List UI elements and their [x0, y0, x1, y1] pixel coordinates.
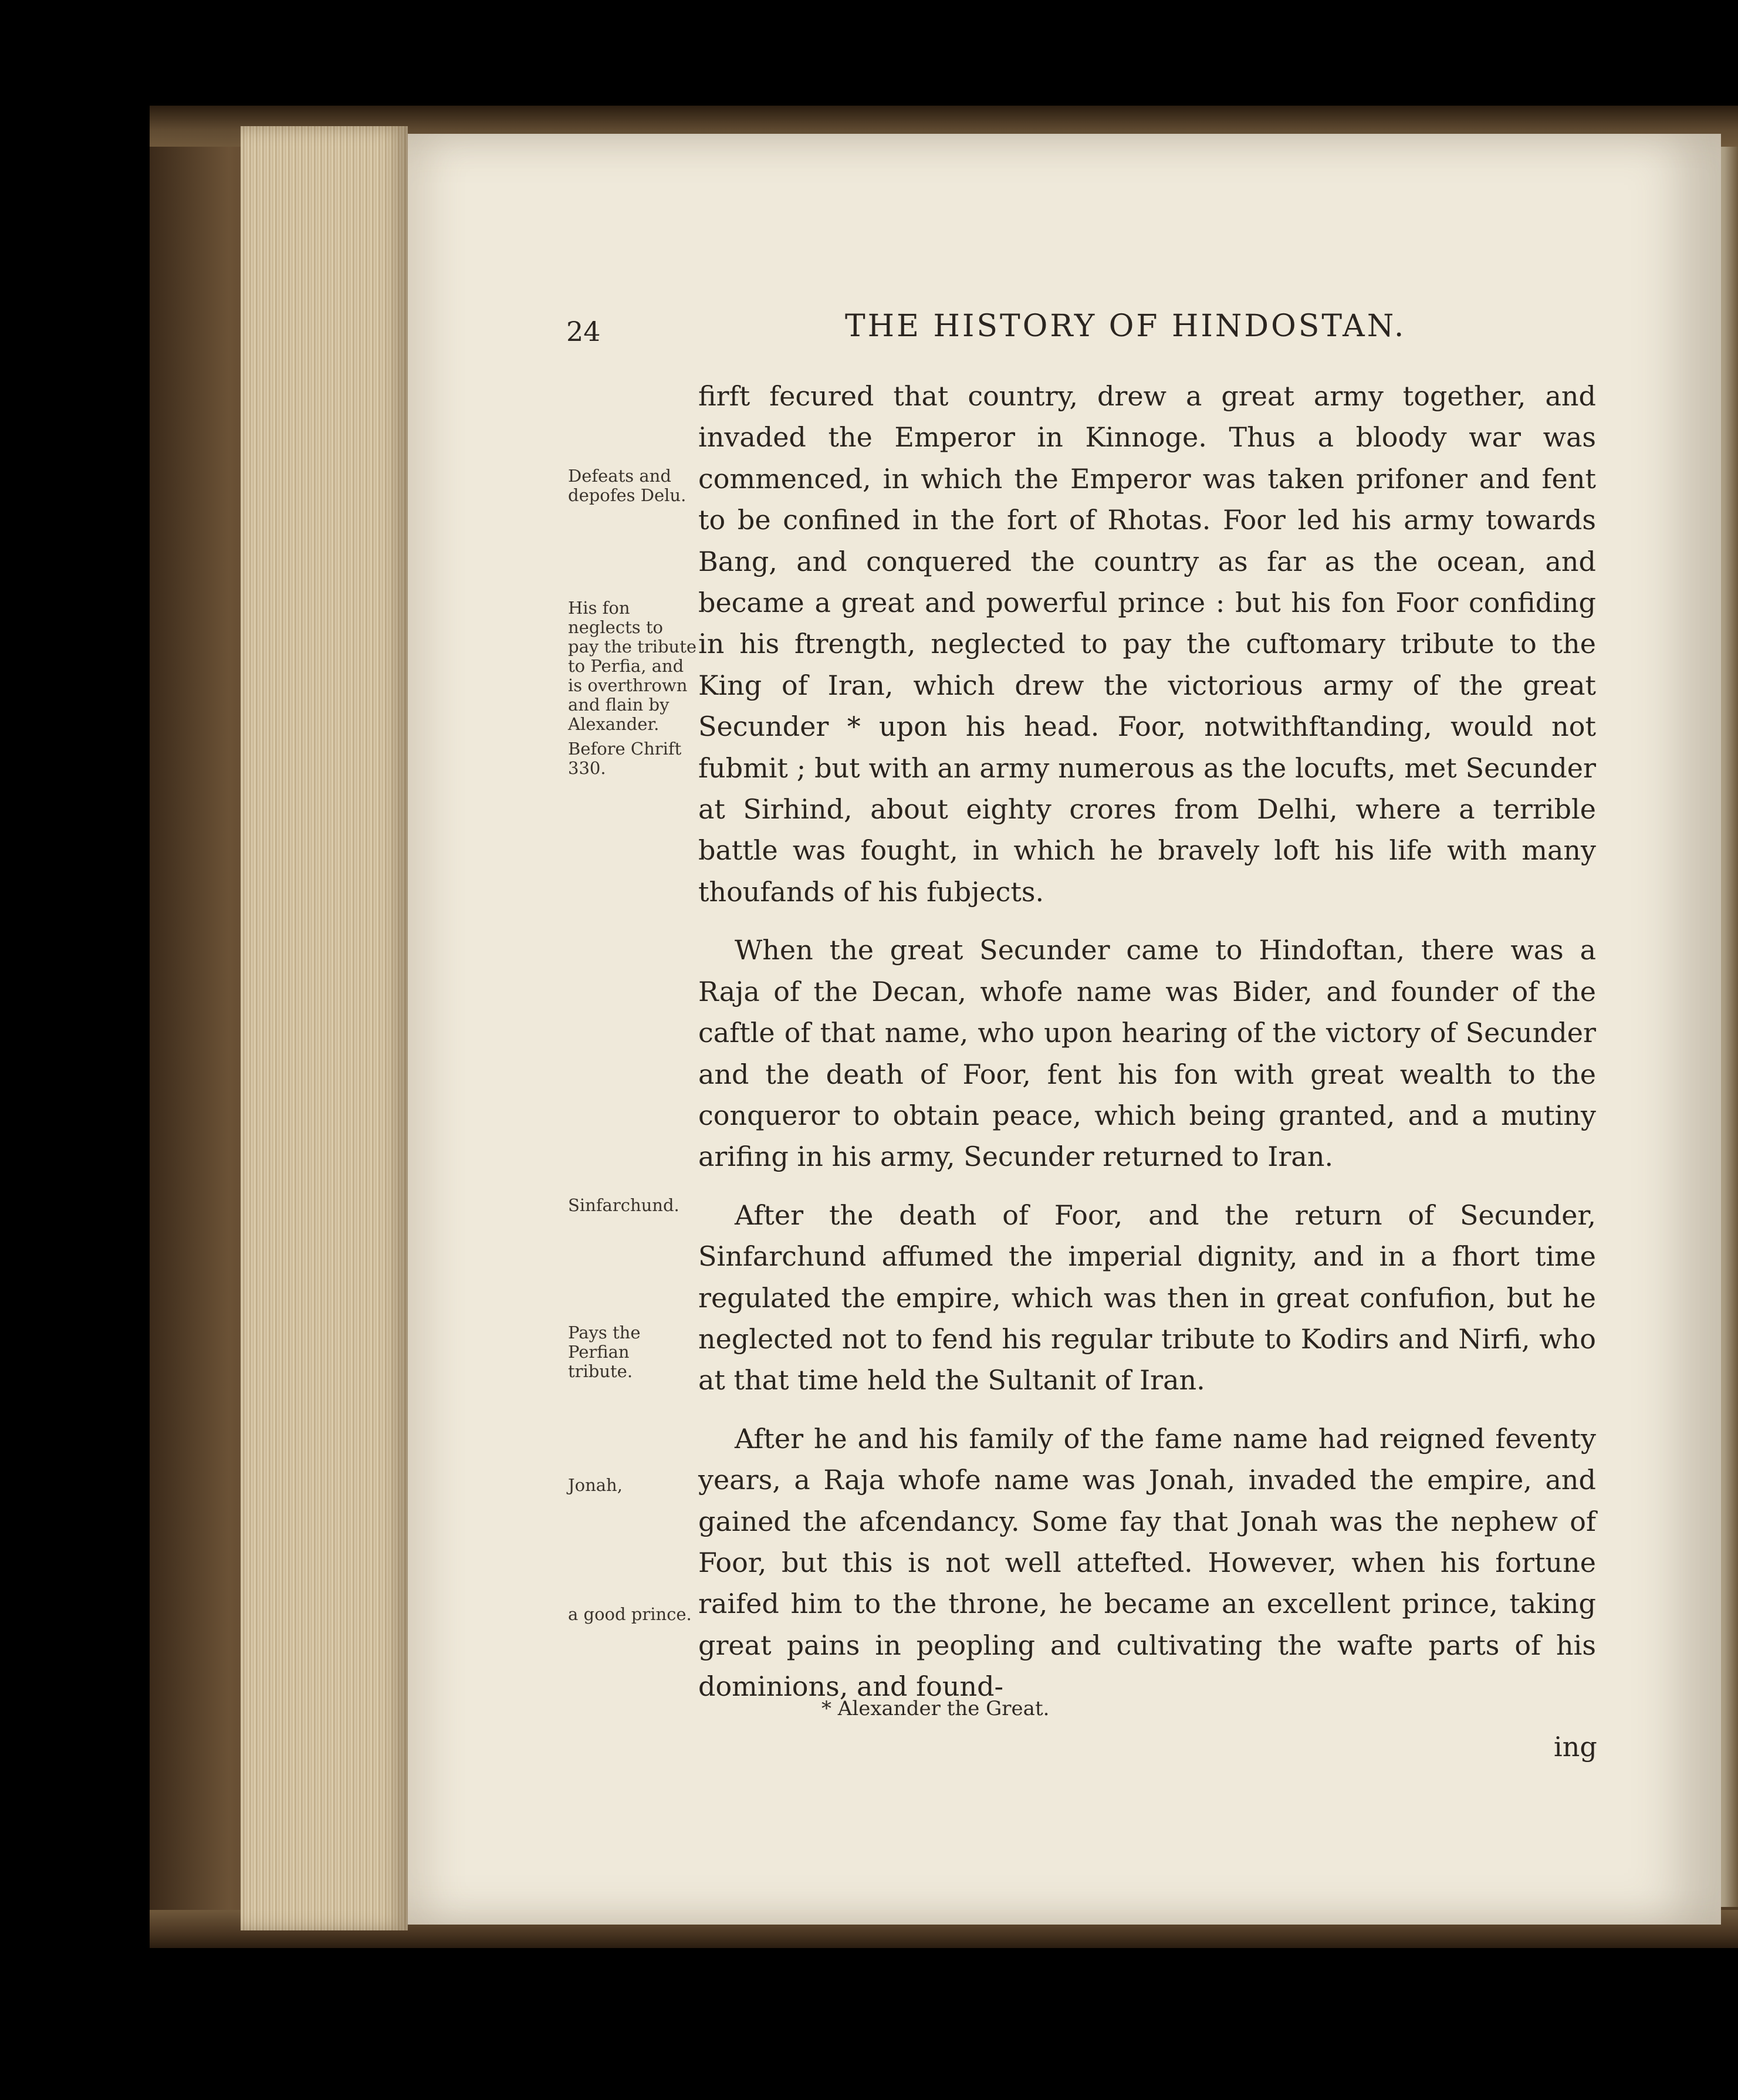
body-text — [698, 376, 1596, 1707]
margin-note-persian-tribute: Pays the Perfian tribute. — [568, 1323, 641, 1381]
page-stack-edges — [241, 126, 408, 1930]
margin-note-jonah: Jonah, — [568, 1475, 623, 1495]
paragraph: firft fecured that country, drew a great army together, and invaded the Emperor in Kinnoge. Thus a bloody war was commenced, in which the Emperor was taken prifoner and fent to be confined in the fort of Rhotas. Foor led his army towards Bang, and conquered the country as far as the ocean, and became a great and powerful prince : but his fon Foor confiding in his ftrength, neglected to pay the cuftomary tribute to the King of Iran, which drew the victorious army of the great Secunder * upon his head. Foor, notwithftanding, would not fubmit ; but with an army numerous as the locufts, met Secunder at Sirhind, about eighty crores from Delhi, where a terrible battle was fought, in which he bravely loft his life with many thoufands of his fubjects. — [698, 380, 1596, 908]
paragraph: After the death of Foor, and the return of Secunder, Sinfarchund affumed the imperial dignity, and in a fhort time regulated the empire, which was then in great confufion, but he neglected not to fend his regular tribute to Kodirs and Nirfi, who at that time held the Sultanit of Iran. — [698, 1199, 1596, 1396]
margin-note-good-prince: a good prince. — [568, 1604, 692, 1624]
margin-note-sinfarchund: Sinfarchund. — [568, 1195, 679, 1215]
margin-note-defeats: Defeats and depofes Delu. — [568, 466, 687, 505]
paragraph: After he and his family of the fame name had reigned feventy years, a Raja whofe name was Jonah, invaded the empire, and gained the afcendancy. Some fay that Jonah was the nephew of Foor, but this is not well attefted. However, when his fortune raifed him to the throne, he became an excellent prince, taking great pains in peopling and cultivating the wafte parts of his dominions, and found- — [698, 1422, 1596, 1703]
running-head: THE HISTORY OF HINDOSTAN. — [845, 309, 1406, 344]
margin-note-his-son: His fon neglects to pay the tribute to Perfia, and is overthrown and flain by Alexander. — [568, 598, 697, 734]
catchword: ing — [1554, 1731, 1597, 1763]
footnote: * Alexander the Great. — [821, 1697, 1050, 1720]
margin-note-before-christ: Before Chrift 330. — [568, 739, 682, 778]
page-number: 24 — [566, 316, 601, 347]
paragraph: When the great Secunder came to Hindoftan, there was a Raja of the Decan, whofe name was Bider, and founder of the caftle of that name, who upon hearing of the victory of Secunder and the death of Foor, fent his fon with great wealth to the conqueror to obtain peace, which being granted, and a mutiny arifing in his army, Secunder returned to Iran. — [698, 934, 1596, 1173]
